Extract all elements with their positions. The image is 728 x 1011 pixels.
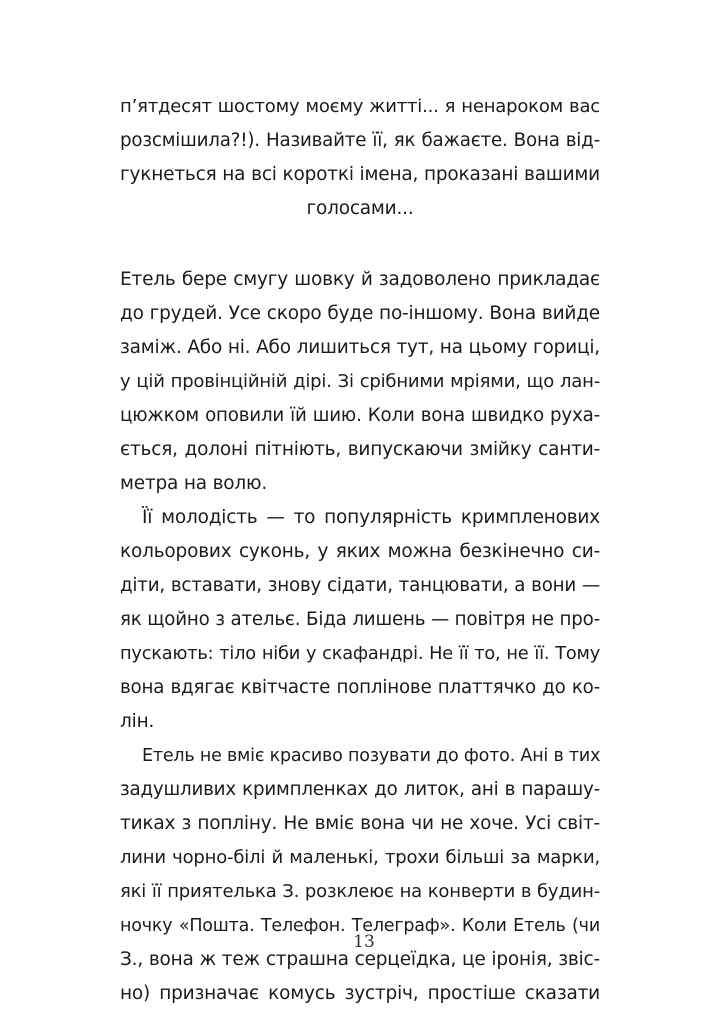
text-line: як щойно з ательє. Біда лишень — повітря не про- bbox=[120, 609, 600, 630]
text-line: діти, вставати, знову сідати, танцювати, а вони — bbox=[120, 575, 600, 596]
text-line: ється, долоні пітніють, випускаючи змійку санти- bbox=[120, 439, 600, 460]
text-line: ночку «Пошта. Телефон. Телеграф». Коли Етель (чи bbox=[120, 916, 600, 936]
text-line: до грудей. Усе скоро буде по-іншому. Вона вийде bbox=[120, 303, 600, 324]
paragraph-3 bbox=[120, 739, 600, 1011]
text-line: З., вона ж теж страшна серцеїдка, це іронія, звіс- bbox=[120, 949, 600, 970]
page-number: 13 bbox=[353, 932, 375, 952]
text-line: метра на волю. bbox=[120, 473, 268, 494]
text-line: Її молодість — то популярність кримпленових bbox=[142, 507, 600, 528]
main-text bbox=[120, 263, 600, 1011]
text-line: тиках з попліну. Не вміє вона чи не хоче. Усі світ- bbox=[120, 813, 600, 834]
continued-paragraph bbox=[120, 90, 600, 226]
text-line: заміж. Або ні. Або лишиться тут, на цьому гориці, bbox=[120, 337, 600, 358]
paragraph-1 bbox=[120, 263, 600, 501]
text-line: голосами... bbox=[306, 198, 414, 219]
text-line: пускають: тіло ніби у скафандрі. Не її то, не її. Тому bbox=[120, 644, 600, 664]
text-line: кольорових суконь, у яких можна безкінечно си- bbox=[120, 541, 600, 562]
text-line: у цій провінційній дірі. Зі срібними мріями, що лан- bbox=[120, 371, 600, 392]
paragraph-2 bbox=[120, 501, 600, 739]
text-line: гукнеться на всі короткі імена, проказані вашими bbox=[120, 164, 600, 185]
text-line: Етель бере смугу шовку й задоволено прикладає bbox=[120, 269, 600, 290]
text-line: задушливих кримпленках до литок, ані в парашу- bbox=[120, 779, 600, 800]
text-line: цюжком оповили їй шию. Коли вона швидко руха- bbox=[120, 405, 600, 426]
text-line: вона вдягає квітчасте поплінове платтячко до ко- bbox=[120, 677, 600, 698]
text-line: які її приятелька З. розклеює на конверти в будин- bbox=[120, 881, 600, 902]
text-line: Етель не вміє красиво позувати до фото. Ані в тих bbox=[142, 746, 601, 766]
text-line: розсмішила?!). Називайте її, як бажаєте. Вона від- bbox=[120, 130, 600, 151]
text-line: п’ятдесят шостому моєму житті... я ненароком вас bbox=[120, 96, 600, 117]
text-line: но) призначає комусь зустріч, простіше сказати bbox=[120, 983, 600, 1004]
text-line: лін. bbox=[120, 711, 155, 732]
text-line: лини чорно-білі й маленькі, трохи більші за марки, bbox=[120, 847, 600, 868]
